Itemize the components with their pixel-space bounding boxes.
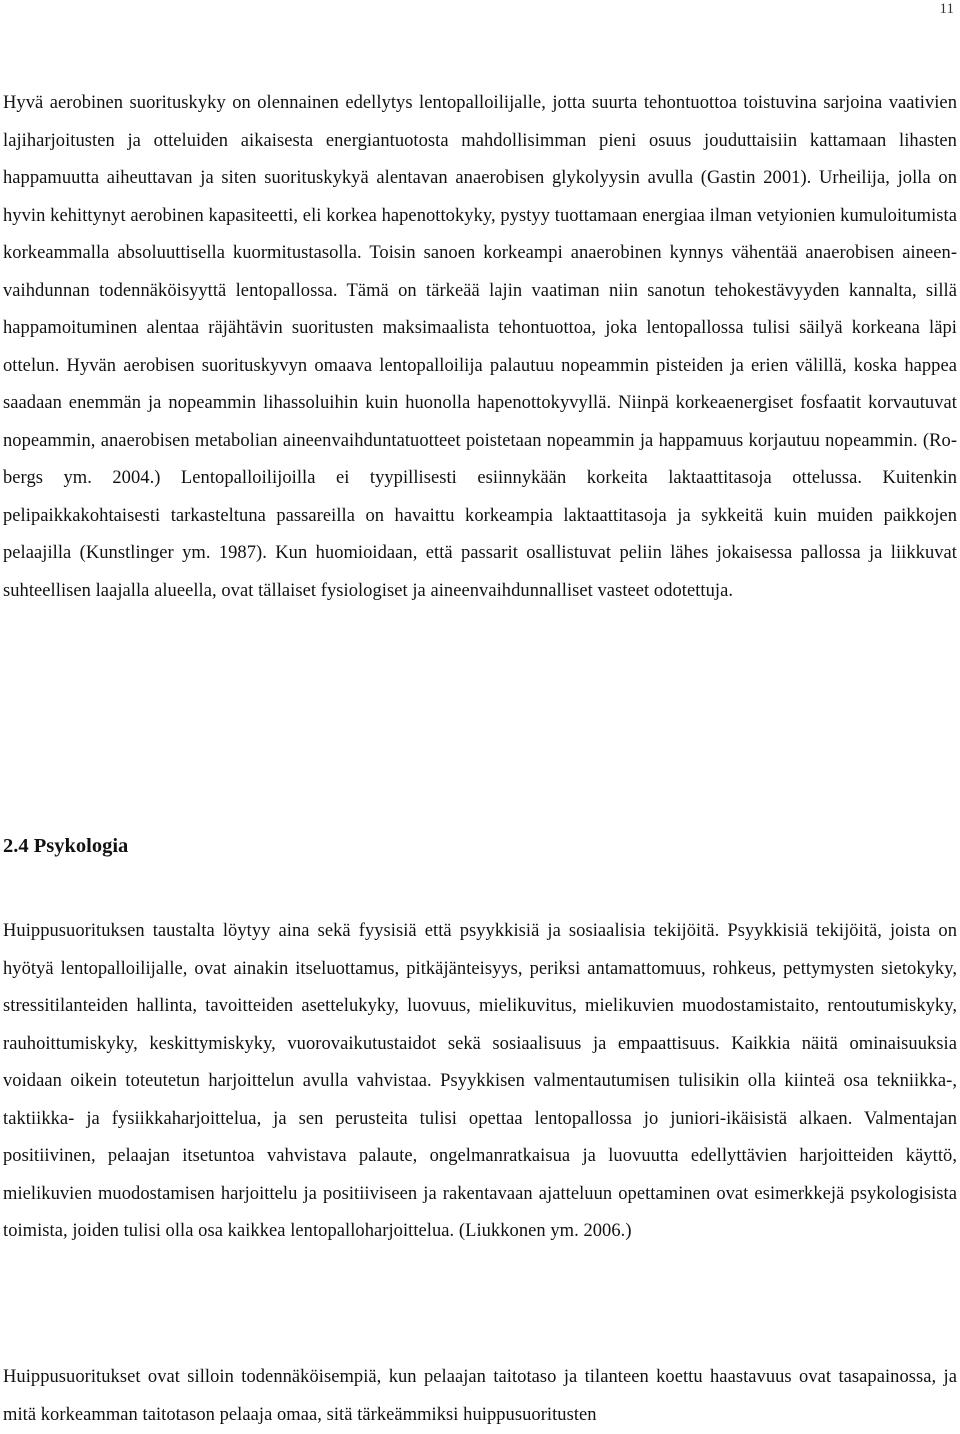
section-heading: 2.4 Psykologia	[3, 835, 129, 857]
paragraph-peak-performance: Huippusuoritukset ovat silloin todennäköisempiä, kun pelaajan taitotaso ja tilanteen koettu haastavuus ovat tasapainossa, ja mitä korkeamman taitotason pelaaja omaa, sitä tärkeämmiksi huippusuoritusten	[3, 1367, 957, 1425]
paragraph-aerobic-capacity: Hyvä aerobinen suorituskyky on olennainen edellytys lentopalloilijalle, jotta suurta tehontuottoa toistuvina sarjoina vaativien lajiharjoitusten ja otteluiden aikaisesta energiantuotosta mahdollisimman pieni osuus jouduttaisiin kattamaan lihasten happamuutta aiheuttavan ja siten suorituskykyä alentavan anaerobisen glykolyysin avulla (Gastin 2001). Urheilija, jolla on hyvin kehittynyt aerobinen kapasiteetti, eli korkea hapenottokyky, pystyy tuottamaan energiaa ilman vetyionien kumuloitumista korkeammalla absoluuttisella kuormitustasolla. Toisin sanoen korkeampi anaerobinen kynnys vähentää anaerobisen aineenvaihdunnan todennäköisyyttä lentopallossa. Tämä on tärkeää lajin vaatiman niin sanotun tehokestävyyden kannalta, sillä happamoituminen alentaa räjähtävin suoritusten maksimaalista tehontuottoa, joka lentopallossa tulisi säilyä korkeana läpi ottelun. Hyvän aerobisen suorituskyvyn omaava lentopalloilija palautuu nopeammin pisteiden ja erien välillä, koska happea saadaan enemmän ja nopeammin lihassoluihin kuin huonolla hapenottokyvyllä. Niinpä korkeaenergiset fosfaatit korvautuvat nopeammin, anaerobisen metabolian aineenvaihduntatuotteet poistetaan nopeammin ja happamuus korjautuu nopeammin. (Robergs ym. 2004.) Lentopalloilijoilla ei tyypillisesti esiinnykään korkeita laktaattitasoja ottelussa. Kuitenkin pelipaikkakohtaisesti tarkasteltuna passareilla on havaittu korkeampia laktaattitasoja ja sykkeitä kuin muiden paikkojen pelaajilla (Kunstlinger ym. 1987). Kun huomioidaan, että passarit osallistuvat peliin lähes jokaisessa pallossa ja liikkuvat suhteellisen laajalla alueella, ovat tällaiset fysiologiset ja aineenvaihdunnalliset vasteet odotettuja.	[3, 93, 957, 601]
page-number: 11	[939, 1, 954, 17]
paragraph-psychological-factors: Huippusuorituksen taustalta löytyy aina sekä fyysisiä että psyykkisiä ja sosiaalisia tekijöitä. Psyykkisiä tekijöitä, joista on hyötyä lentopalloilijalle, ovat ainakin itseluottamus, pitkäjänteisyys, periksi antamattomuus, rohkeus, pettymysten sietokyky, stressitilanteiden hallinta, tavoitteiden asettelukyky, luovuus, mielikuvitus, mielikuvien muodostamistaito, rentoutumiskyky, rauhoittumiskyky, keskittymiskyky, vuorovaikutustaidot sekä sosiaalisuus ja empaattisuus. Kaikkia näitä ominaisuuksia voidaan oikein toteutetun harjoittelun avulla vahvistaa. Psyykkisen valmentautumisen tulisikin olla kiinteä osa tekniikka-, taktiikka- ja fysiikkaharjoittelua, ja sen perusteita tulisi opettaa lentopallossa jo juniori-ikäisistä alkaen. Valmentajan positiivinen, pelaajan itsetuntoa vahvistava palaute, ongelmanratkaisua ja luovuutta edellyttävien harjoitteiden käyttö, mielikuvien muodostamisen harjoittelu ja positiiviseen ja rakentavaan ajatteluun opettaminen ovat esimerkkejä psykologisista toimista, joiden tulisi olla osa kaikkea lentopalloharjoittelua. (Liukkonen ym. 2006.)	[3, 921, 957, 1241]
